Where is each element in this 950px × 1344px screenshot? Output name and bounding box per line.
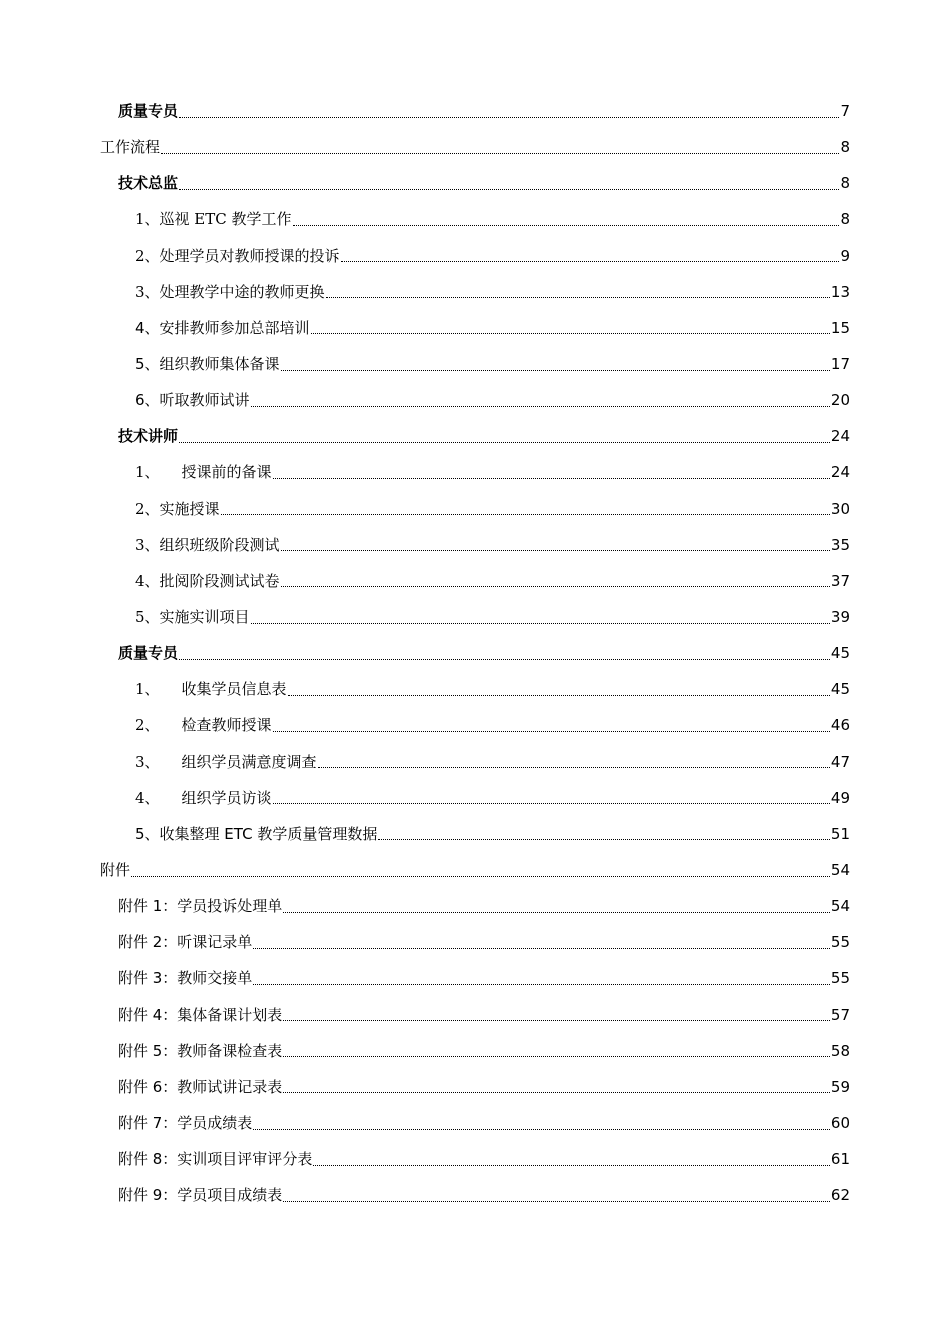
toc-entry[interactable] xyxy=(0,997,950,1033)
toc-page-number: 47 xyxy=(830,752,850,771)
toc-entry-text: 工作流程 xyxy=(100,138,161,157)
dot-leader xyxy=(326,297,830,298)
toc-entry-text: 2、实施授课 xyxy=(135,499,220,518)
dot-leader xyxy=(251,406,830,407)
dot-leader xyxy=(311,333,830,334)
toc-entry-title xyxy=(100,860,130,880)
toc-entry-title xyxy=(118,173,178,193)
toc-entry[interactable] xyxy=(0,274,950,310)
toc-entry-title xyxy=(118,1113,252,1133)
toc-entry[interactable] xyxy=(0,382,950,418)
dot-leader xyxy=(281,550,830,551)
toc-entry-title xyxy=(135,209,292,229)
toc-page-number: 51 xyxy=(830,824,850,843)
toc-entry[interactable] xyxy=(0,1105,950,1141)
dot-leader xyxy=(273,478,830,479)
toc-page-number: 8 xyxy=(840,174,850,193)
toc-entry[interactable] xyxy=(0,1033,950,1069)
toc-entry-text: 技术总监 xyxy=(118,174,179,193)
toc-entry-title xyxy=(135,715,272,735)
toc-page-number: 8 xyxy=(840,210,850,229)
dot-leader xyxy=(378,839,830,840)
toc-entry[interactable] xyxy=(0,924,950,960)
dot-leader xyxy=(273,803,830,804)
toc-entry[interactable] xyxy=(0,1141,950,1177)
toc-entry-text: 附件 4：集体备课计划表 xyxy=(118,1005,283,1024)
toc-entry-title xyxy=(135,679,287,699)
toc-entry-text: 技术讲师 xyxy=(118,427,179,446)
dot-leader xyxy=(131,876,830,877)
dot-leader xyxy=(251,623,830,624)
toc-page-number: 9 xyxy=(840,246,850,265)
dot-leader xyxy=(293,225,840,226)
toc-entry-text: 附件 5：教师备课检查表 xyxy=(118,1041,283,1060)
dot-leader xyxy=(179,189,839,190)
dot-leader xyxy=(313,1165,830,1166)
toc-entry-title xyxy=(135,607,250,627)
dot-leader xyxy=(179,659,830,660)
toc-entry[interactable] xyxy=(0,888,950,924)
dot-leader xyxy=(283,912,830,913)
toc-entry-text: 附件 7：学员成绩表 xyxy=(118,1114,253,1132)
toc-entry-text: 3、组织班级阶段测试 xyxy=(135,535,280,554)
toc-entry-title xyxy=(118,932,252,952)
toc-entry[interactable] xyxy=(0,527,950,563)
dot-leader xyxy=(221,514,830,515)
toc-page-number: 54 xyxy=(830,861,850,880)
toc-page-number: 45 xyxy=(830,644,850,663)
dot-leader xyxy=(283,1056,830,1057)
toc-entry[interactable] xyxy=(0,238,950,274)
toc-entry-text: 1、巡视 ETC 教学工作 xyxy=(135,210,292,229)
toc-page-number: 58 xyxy=(830,1041,850,1060)
toc-page-number: 45 xyxy=(830,680,850,699)
toc-entry-text: 3、处理教学中途的教师更换 xyxy=(135,282,325,301)
toc-entry-title xyxy=(135,788,272,808)
toc-page-number: 8 xyxy=(840,138,850,157)
toc-entry[interactable] xyxy=(0,599,950,635)
toc-entry-text: 收集学员信息表 xyxy=(181,680,287,699)
toc-entry[interactable] xyxy=(0,707,950,743)
toc-entry[interactable] xyxy=(0,960,950,996)
toc-entry-title xyxy=(118,896,282,916)
toc-entry-title xyxy=(118,1185,282,1205)
toc-page-number: 49 xyxy=(830,788,850,807)
toc-entry[interactable] xyxy=(0,129,950,165)
dot-leader xyxy=(283,1092,830,1093)
toc-entry-title xyxy=(118,968,252,988)
toc-page-number: 37 xyxy=(830,571,850,590)
toc-page-number: 7 xyxy=(840,102,850,121)
toc-page-number: 59 xyxy=(830,1077,850,1096)
toc-page-number: 15 xyxy=(830,318,850,337)
toc-entry-text: 质量专员 xyxy=(118,644,179,663)
dot-leader xyxy=(283,1020,830,1021)
toc-page-number: 62 xyxy=(830,1186,850,1205)
toc-entry[interactable] xyxy=(0,491,950,527)
toc-entry[interactable] xyxy=(0,1177,950,1213)
toc-page-number: 20 xyxy=(830,391,850,410)
toc-entry-title xyxy=(118,1149,312,1169)
toc-entry-text: 组织学员满意度调查 xyxy=(181,752,317,771)
toc-entry[interactable] xyxy=(0,346,950,382)
dot-leader xyxy=(283,1201,830,1202)
dot-leader xyxy=(288,695,830,696)
toc-entry-title xyxy=(135,535,280,555)
toc-entry[interactable] xyxy=(0,744,950,780)
toc-entry-title xyxy=(135,354,280,374)
toc-entry-number: 2、 xyxy=(135,716,160,735)
dot-leader xyxy=(179,442,830,443)
dot-leader xyxy=(341,261,840,262)
toc-entry[interactable] xyxy=(0,165,950,201)
toc-page-number: 24 xyxy=(830,427,850,446)
toc-entry-text: 5、收集整理 ETC 教学质量管理数据 xyxy=(135,824,378,843)
toc-page-number: 54 xyxy=(830,897,850,916)
toc-entry-text: 附件 xyxy=(100,861,131,880)
toc-page-number: 17 xyxy=(830,355,850,374)
toc-entry-number: 3、 xyxy=(135,752,160,771)
toc-entry[interactable] xyxy=(0,671,950,707)
toc-entry[interactable] xyxy=(0,418,950,454)
toc-entry-text: 检查教师授课 xyxy=(181,716,272,735)
toc-entry-text: 附件 9：学员项目成绩表 xyxy=(118,1186,283,1205)
toc-page-number: 46 xyxy=(830,716,850,735)
toc-entry[interactable] xyxy=(0,1069,950,1105)
toc-entry[interactable] xyxy=(0,852,950,888)
toc-page-number: 57 xyxy=(830,1005,850,1024)
toc-entry[interactable] xyxy=(0,780,950,816)
dot-leader xyxy=(281,370,830,371)
toc-entry-title xyxy=(135,318,310,338)
toc-entry-text: 授课前的备课 xyxy=(181,463,272,482)
toc-entry-title xyxy=(135,390,250,410)
toc-entry-text: 6、听取教师试讲 xyxy=(135,391,250,410)
dot-leader xyxy=(253,1129,830,1130)
toc-entry-title xyxy=(135,824,377,844)
toc-entry-title xyxy=(135,246,340,266)
toc-entry-text: 附件 6：教师试讲记录表 xyxy=(118,1077,283,1096)
toc-entry-text: 5、组织教师集体备课 xyxy=(135,355,280,374)
dot-leader xyxy=(161,153,839,154)
toc-entry-text: 5、实施实训项目 xyxy=(135,608,250,627)
table-of-contents xyxy=(0,93,950,1213)
toc-entry-title xyxy=(118,643,178,663)
toc-page-number: 39 xyxy=(830,608,850,627)
dot-leader xyxy=(281,586,830,587)
dot-leader xyxy=(318,767,830,768)
toc-entry-number: 1、 xyxy=(135,680,160,699)
toc-entry-number: 1、 xyxy=(135,463,160,482)
toc-entry-title xyxy=(118,1005,282,1025)
toc-entry[interactable] xyxy=(0,310,950,346)
toc-page-number: 30 xyxy=(830,499,850,518)
toc-entry-text: 组织学员访谈 xyxy=(181,788,272,807)
toc-page-number: 61 xyxy=(830,1150,850,1169)
dot-leader xyxy=(253,948,830,949)
toc-entry-text: 质量专员 xyxy=(118,102,179,121)
toc-entry-title xyxy=(135,571,280,591)
toc-entry-title xyxy=(118,101,178,121)
toc-entry-text: 附件 2：听课记录单 xyxy=(118,933,253,952)
toc-entry-title xyxy=(118,1077,282,1097)
toc-page-number: 55 xyxy=(830,933,850,952)
toc-entry-title xyxy=(135,282,325,302)
toc-entry-text: 2、处理学员对教师授课的投诉 xyxy=(135,246,340,265)
toc-entry-title xyxy=(135,462,272,482)
toc-entry[interactable] xyxy=(0,635,950,671)
toc-page-number: 35 xyxy=(830,535,850,554)
toc-entry-text: 附件 8：实训项目评审评分表 xyxy=(118,1150,313,1169)
dot-leader xyxy=(253,984,830,985)
toc-entry-text: 4、批阅阶段测试试卷 xyxy=(135,571,280,590)
toc-entry-text: 4、安排教师参加总部培训 xyxy=(135,318,310,337)
toc-entry-title xyxy=(118,426,178,446)
toc-entry[interactable] xyxy=(0,93,950,129)
toc-page-number: 60 xyxy=(830,1114,850,1132)
toc-entry[interactable] xyxy=(0,563,950,599)
toc-entry[interactable] xyxy=(0,816,950,852)
toc-entry[interactable] xyxy=(0,454,950,490)
dot-leader xyxy=(179,117,839,118)
toc-page-number: 13 xyxy=(830,282,850,301)
toc-entry-title xyxy=(118,1041,282,1061)
toc-entry-title xyxy=(135,499,220,519)
toc-entry-number: 4、 xyxy=(135,788,160,807)
toc-entry-text: 附件 1：学员投诉处理单 xyxy=(118,897,283,916)
toc-entry-title xyxy=(135,752,317,772)
dot-leader xyxy=(273,731,830,732)
toc-entry-title xyxy=(100,137,160,157)
toc-entry-text: 附件 3：教师交接单 xyxy=(118,969,253,988)
toc-entry[interactable] xyxy=(0,201,950,237)
toc-page-number: 24 xyxy=(830,463,850,482)
toc-page-number: 55 xyxy=(830,969,850,988)
